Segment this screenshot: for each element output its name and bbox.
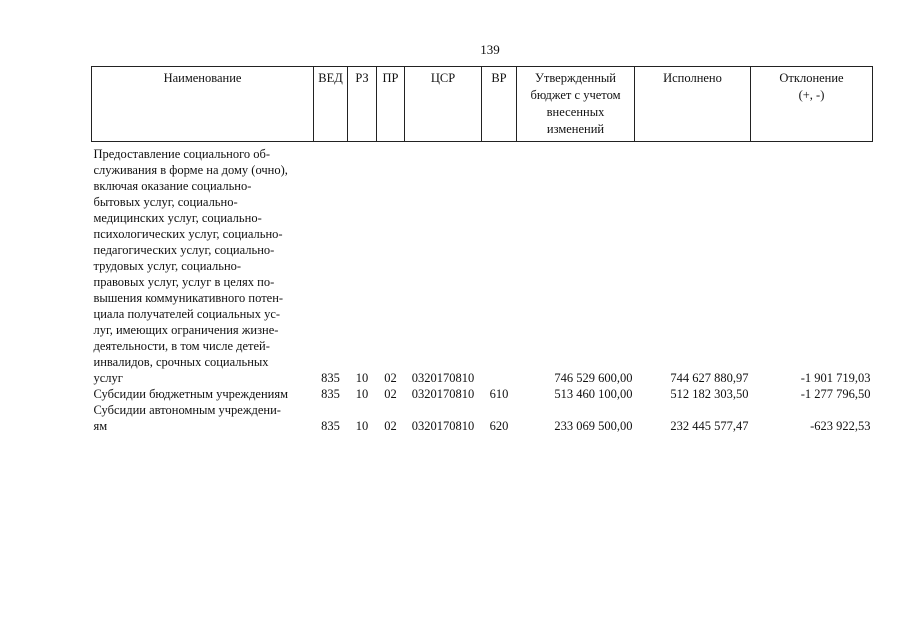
- name-line: включая оказание социально-: [93, 179, 252, 193]
- cell-vr: [482, 142, 517, 387]
- cell-approved: 513 460 100,00: [554, 387, 633, 401]
- column-header-ved: ВЕД: [314, 67, 348, 142]
- name-line: деятельности, в том числе детей-: [93, 339, 270, 353]
- name-line: инвалидов, срочных социальных: [93, 355, 269, 369]
- cell-deviation: -623 922,53: [810, 419, 871, 433]
- row-name: [92, 386, 314, 402]
- cell-pr: 02: [384, 371, 397, 385]
- name-line: Субсидии автономным учреждени-: [93, 403, 281, 417]
- name-line: циала получателей социальных ус-: [93, 307, 281, 321]
- name-line: трудовых услуг, социально-: [93, 259, 242, 273]
- row-name: [92, 402, 314, 434]
- column-header-pr: ПР: [377, 67, 405, 142]
- table-header-row: [92, 67, 873, 142]
- column-header-executed: Исполнено: [635, 67, 751, 142]
- name-line: вышения коммуникативного потен-: [93, 291, 284, 305]
- cell-rz: 10: [355, 371, 369, 385]
- cell-pr: 02: [384, 387, 397, 401]
- header-line: Отклонение: [779, 71, 844, 85]
- name-line: медицинских услуг, социально-: [93, 211, 262, 225]
- cell-vr: 620: [489, 419, 509, 433]
- cell-executed: 232 445 577,47: [670, 419, 749, 433]
- name-line: Субсидии бюджетным учреждениям: [93, 387, 289, 401]
- cell-ved: 835: [321, 371, 340, 385]
- page-number: 139: [480, 42, 500, 57]
- cell-deviation: -1 277 796,50: [800, 387, 871, 401]
- header-line: (+, -): [798, 88, 825, 102]
- name-line: луг, имеющих ограничения жизне-: [93, 323, 279, 337]
- table-row: [92, 386, 873, 402]
- name-line: услуг: [93, 371, 123, 385]
- cell-csr: 0320170810: [411, 419, 475, 433]
- column-header-deviation: [751, 67, 873, 142]
- name-line: психологических услуг, социально-: [93, 227, 283, 241]
- name-line: педагогических услуг, социально-: [93, 243, 275, 257]
- header-line: изменений: [546, 122, 605, 136]
- cell-pr: 02: [384, 419, 397, 433]
- cell-ved: 835: [321, 387, 340, 401]
- name-line: служивания в форме на дому (очно),: [93, 163, 288, 177]
- budget-execution-table: [91, 66, 873, 434]
- name-line: ям: [93, 419, 108, 433]
- name-line: бытовых услуг, социально-: [93, 195, 238, 209]
- name-line: правовых услуг, услуг в целях по-: [93, 275, 275, 289]
- cell-vr: 610: [489, 387, 509, 401]
- cell-rz: 10: [355, 419, 369, 433]
- header-line: внесенных: [546, 105, 605, 119]
- cell-ved: 835: [321, 419, 340, 433]
- column-header-name: Наименование: [92, 67, 314, 142]
- cell-deviation: -1 901 719,03: [800, 371, 871, 385]
- cell-executed: 744 627 880,97: [670, 371, 749, 385]
- cell-csr: 0320170810: [411, 371, 475, 385]
- column-header-rz: РЗ: [348, 67, 377, 142]
- row-name: [92, 142, 314, 387]
- header-line: Утвержденный: [535, 71, 616, 85]
- table-row: [92, 402, 873, 434]
- cell-csr: 0320170810: [411, 387, 475, 401]
- column-header-approved: [517, 67, 635, 142]
- column-header-vr: ВР: [482, 67, 517, 142]
- name-line: Предоставление социального об-: [93, 147, 271, 161]
- cell-rz: 10: [355, 387, 369, 401]
- cell-approved: 233 069 500,00: [554, 419, 633, 433]
- cell-approved: 746 529 600,00: [554, 371, 633, 385]
- cell-executed: 512 182 303,50: [670, 387, 749, 401]
- column-header-csr: ЦСР: [405, 67, 482, 142]
- header-line: бюджет с учетом: [530, 88, 621, 102]
- table-row: [92, 142, 873, 387]
